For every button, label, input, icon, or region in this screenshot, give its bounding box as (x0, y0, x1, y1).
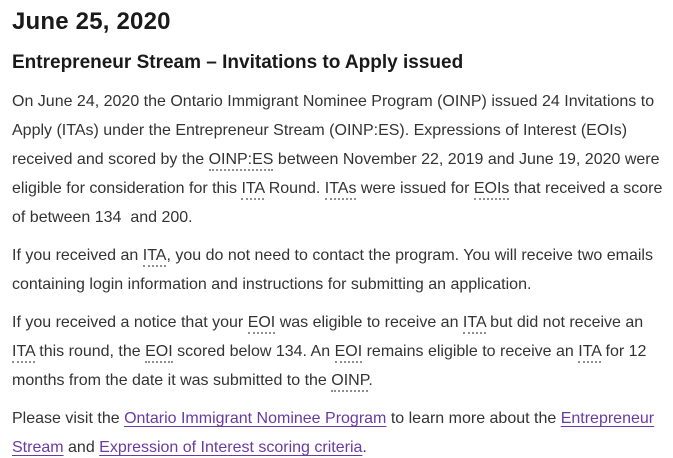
abbreviation: ITA (578, 343, 601, 363)
page-title: June 25, 2020 (12, 8, 171, 35)
abbreviation: EOI (145, 343, 173, 363)
abbreviation: OINP:ES (209, 151, 274, 171)
abbreviation: ITA (12, 343, 35, 363)
paragraph: If you received a notice that your EOI was eligible to receive an ITA but did not receive an ITA this round, the EOI scored below 134. An EOI remains eligible to receive an ITA for 12 months from the date it was submitted to the OINP. (12, 308, 665, 395)
abbreviation: ITA (463, 314, 486, 334)
link-expression-of-interest-scoring-criteria[interactable]: Expression of Interest scoring criteria (99, 439, 363, 456)
article-body (12, 87, 665, 458)
abbreviation: ITA (241, 180, 264, 200)
section-heading: Entrepreneur Stream – Invitations to Apply issued (12, 52, 464, 73)
link-entrepreneur-stream[interactable]: Entrepreneur Stream (12, 410, 655, 456)
abbreviation: ITAs (325, 180, 357, 200)
paragraph: On June 24, 2020 the Ontario Immigrant Nominee Program (OINP) issued 24 Invitations to Apply (ITAs) under the Entrepreneur Stream (OINP:ES). Expressions of Interest (EOIs) received and scored by the OINP:ES between November 22, 2019 and June 19, 2020 were eligible for consideration for this ITA Round. ITAs were issued for EOIs that received a score of between 134 and 200. (12, 93, 663, 226)
paragraph: If you received an ITA, you do not need to contact the program. You will receive two emails containing login information and instructions for submitting an application. (12, 247, 653, 293)
abbreviation: EOIs (474, 180, 510, 200)
abbreviation: EOI (248, 314, 276, 334)
link-ontario-immigrant-nominee-program[interactable]: Ontario Immigrant Nominee Program (124, 410, 387, 427)
abbreviation: ITA (143, 247, 167, 267)
abbreviation: EOI (335, 343, 363, 363)
paragraph: Please visit the Ontario Immigrant Nominee Program to learn more about the Entrepreneur Stream and Expression of Interest scoring criteria. (12, 410, 655, 456)
abbreviation: OINP (331, 372, 368, 392)
